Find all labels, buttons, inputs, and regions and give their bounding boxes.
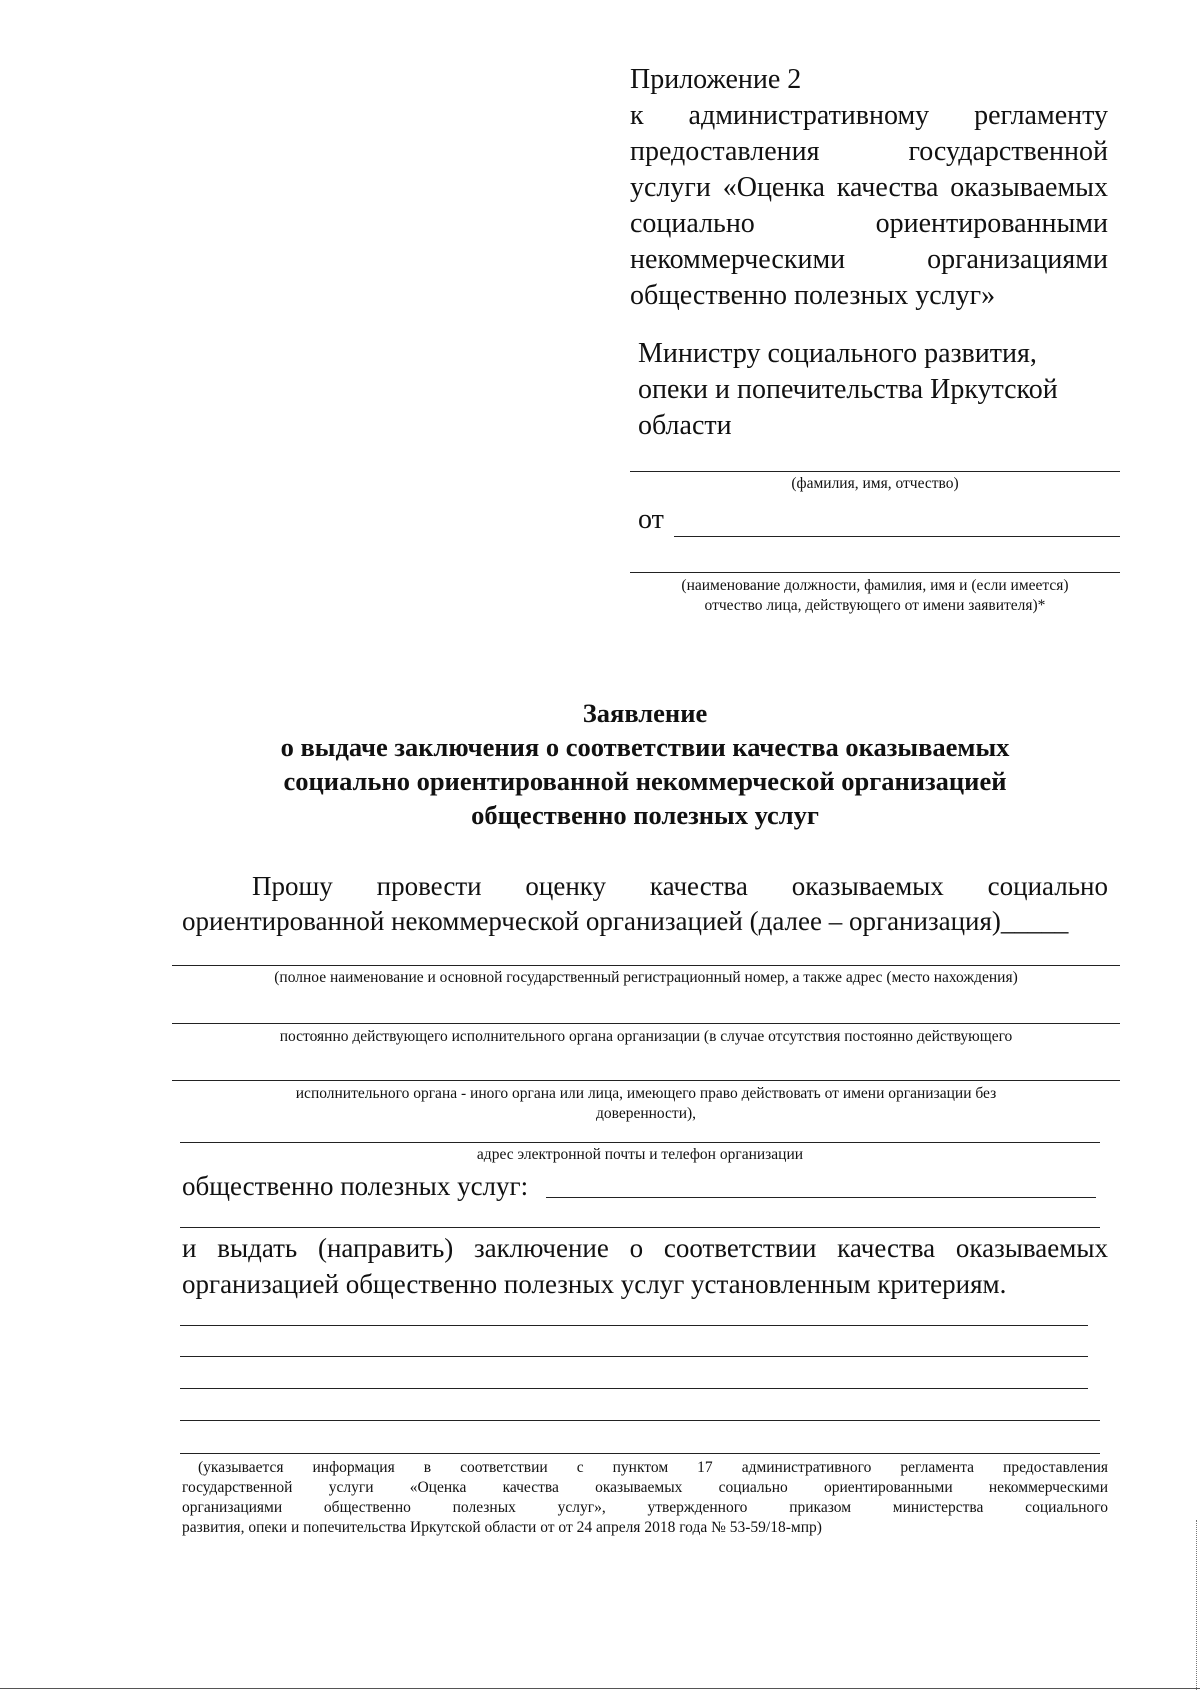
from-label: от (638, 504, 664, 535)
org-caption-3-line: исполнительного органа - иного органа или лица, имеющего право действовать от имени организации без (295, 1085, 997, 1102)
appendix-line: к административному регламенту (630, 100, 1108, 131)
org-caption-3 (222, 1084, 1070, 1124)
addressee-block (638, 336, 1108, 444)
org-caption-3-line: доверенности), (595, 1105, 697, 1122)
org-rule-2 (172, 1023, 1120, 1024)
applicant-caption-line: (наименование должности, фамилия, имя и (если имеется) (681, 577, 1069, 594)
addressee-line: Министру социального развития, (638, 338, 1037, 369)
org-rule-4 (180, 1142, 1100, 1143)
org-caption-1: (полное наименование и основной государственный регистрационный номер, а также адрес (место нахождения) (274, 969, 1018, 986)
services-label: общественно полезных услуг: (182, 1171, 529, 1201)
fio-caption: (фамилия, имя, отчество) (791, 475, 959, 492)
footnote-line: организациями общественно полезных услуг», утвержденного приказом министерства социального (182, 1499, 1108, 1516)
addressee-line: опеки и попечительства Иркутской (638, 374, 1058, 405)
org-caption-2: постоянно действующего исполнительного органа организации (в случае отсутствия постоянно действующего (279, 1028, 1013, 1045)
blank-rule-5 (180, 1453, 1100, 1454)
appendix-line: некоммерческими организациями (630, 244, 1108, 275)
footnote-line: (указывается информация в соответствии с пунктом 17 административного регламента предоставления (198, 1459, 1108, 1476)
request-line-2: ориентированной некоммерческой организацией (далее – организация)_____ (182, 906, 1069, 936)
org-rule-1 (172, 965, 1120, 966)
services-rule-2 (180, 1227, 1100, 1228)
appendix-block (630, 62, 1108, 314)
org-rule-3 (172, 1080, 1120, 1081)
applicant-rule (630, 572, 1120, 573)
services-rule (546, 1197, 1096, 1198)
footnote-line: государственной услуги «Оценка качества оказываемых социально ориентированными некоммерческими (182, 1479, 1108, 1496)
appendix-heading: Приложение 2 (630, 64, 802, 95)
appendix-line: предоставления государственной (630, 136, 1108, 167)
appendix-line: услуги «Оценка качества оказываемых (630, 172, 1108, 203)
footnote (182, 1458, 1108, 1538)
issue-line-1: и выдать (направить) заключение о соответствии качества оказываемых (182, 1233, 1108, 1263)
blank-rule-1 (180, 1325, 1088, 1326)
from-rule (674, 536, 1120, 537)
appendix-line: социально ориентированными (630, 208, 1108, 239)
scan-right-edge (1196, 1520, 1197, 1690)
footnote-line: развития, опеки и попечительства Иркутской области от от 24 апреля 2018 года № 53-59/18-мпр) (182, 1519, 822, 1536)
applicant-caption-line: отчество лица, действующего от имени заявителя)* (704, 597, 1046, 614)
blank-rule-2 (180, 1356, 1088, 1357)
applicant-caption (630, 576, 1120, 616)
title-line: общественно полезных услуг (471, 800, 819, 830)
scan-bottom-edge (0, 1688, 1200, 1689)
issue-line-2: организацией общественно полезных услуг установленным критериям. (182, 1269, 1007, 1299)
title-line: о выдаче заключения о соответствии качества оказываемых (280, 732, 1010, 762)
title-line: Заявление (582, 698, 708, 728)
org-caption-4: адрес электронной почты и телефон организации (476, 1146, 804, 1163)
document-title (160, 696, 1130, 832)
appendix-line-last: общественно полезных услуг» (630, 280, 996, 311)
blank-rule-3 (180, 1388, 1088, 1389)
fio-rule (630, 471, 1120, 472)
title-line: социально ориентированной некоммерческой организацией (283, 766, 1007, 796)
request-line-1: Прошу провести оценку качества оказываемых социально (252, 871, 1108, 901)
blank-rule-4 (180, 1420, 1100, 1421)
addressee-line: области (638, 410, 732, 441)
